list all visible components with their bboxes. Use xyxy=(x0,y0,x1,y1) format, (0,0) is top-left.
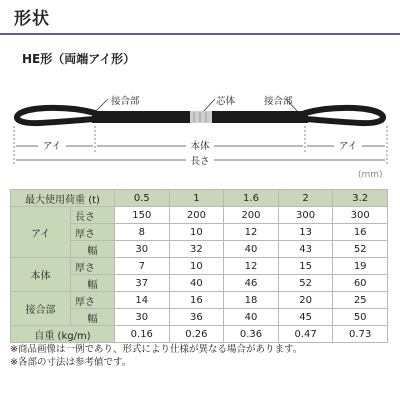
row-label: 厚さ xyxy=(71,224,115,241)
cell: 45 xyxy=(278,309,333,326)
cell: 15 xyxy=(278,258,333,275)
cell: 10 xyxy=(169,258,224,275)
cell: 12 xyxy=(224,224,279,241)
cell: 12 xyxy=(224,258,279,275)
cell: 300 xyxy=(333,207,388,224)
row-label: 長さ xyxy=(71,207,115,224)
cell: 16 xyxy=(169,292,224,309)
cell: 30 xyxy=(115,241,170,258)
group-body: 本体 xyxy=(11,258,71,292)
cell: 32 xyxy=(169,241,224,258)
cell: 16 xyxy=(333,224,388,241)
table-row xyxy=(11,207,388,224)
cell: 300 xyxy=(278,207,333,224)
group-eye: アイ xyxy=(11,207,71,258)
cell: 43 xyxy=(278,241,333,258)
table-row xyxy=(11,258,388,275)
footnote: ※各部の寸法は参考値です。 xyxy=(10,357,132,368)
cell: 52 xyxy=(278,275,333,292)
label-joint-left: 接合部 xyxy=(111,96,140,107)
cell: 200 xyxy=(224,207,279,224)
header-load: 1 xyxy=(169,190,224,207)
cell: 40 xyxy=(224,241,279,258)
leader-core xyxy=(203,99,215,112)
row-label: 厚さ xyxy=(71,258,115,275)
cell: 25 xyxy=(333,292,388,309)
unit-label: (mm) xyxy=(358,170,383,180)
label-eye-right: アイ xyxy=(338,141,358,152)
cell: 0.47 xyxy=(278,326,333,343)
row-label: 幅 xyxy=(71,241,115,258)
label-body: 本体 xyxy=(190,141,210,152)
cell: 37 xyxy=(115,275,170,292)
cell: 200 xyxy=(169,207,224,224)
cell: 150 xyxy=(115,207,170,224)
label-joint-right: 接合部 xyxy=(264,96,293,107)
header-load: 0.5 xyxy=(115,190,170,207)
cell: 8 xyxy=(115,224,170,241)
cell: 0.16 xyxy=(115,326,170,343)
cell: 18 xyxy=(224,292,279,309)
row-label: 幅 xyxy=(71,275,115,292)
row-label: 厚さ xyxy=(71,292,115,309)
cell: 13 xyxy=(278,224,333,241)
leader-joint-left xyxy=(95,99,108,112)
footnotes xyxy=(10,343,302,369)
cell: 19 xyxy=(333,258,388,275)
row-label: 幅 xyxy=(71,309,115,326)
spec-table xyxy=(10,189,388,343)
section-subtitle: HE形（両端アイ形） xyxy=(22,52,136,66)
sling-body-left xyxy=(92,111,190,123)
group-joint: 接合部 xyxy=(11,292,71,326)
label-length: 長さ xyxy=(190,156,210,167)
cell: 7 xyxy=(115,258,170,275)
cell: 36 xyxy=(169,309,224,326)
cell: 52 xyxy=(333,241,388,258)
eye-loop-right xyxy=(305,108,383,123)
footnote: ※商品画像は一例であり、形式により仕様が異なる場合があります。 xyxy=(10,344,303,355)
cell: 14 xyxy=(115,292,170,309)
page-title: 形状 xyxy=(14,9,50,29)
label-eye-left: アイ xyxy=(42,141,62,152)
cell: 0.73 xyxy=(333,326,388,343)
header-load: 1.6 xyxy=(224,190,279,207)
cell: 40 xyxy=(169,275,224,292)
cell: 60 xyxy=(333,275,388,292)
cell: 50 xyxy=(333,309,388,326)
cell: 46 xyxy=(224,275,279,292)
eye-loop-left xyxy=(17,108,95,123)
cell: 0.26 xyxy=(169,326,224,343)
cell: 10 xyxy=(169,224,224,241)
sling-body-right xyxy=(212,111,308,123)
table-row xyxy=(11,292,388,309)
header-load: 2 xyxy=(278,190,333,207)
table-row xyxy=(11,326,388,343)
cell: 40 xyxy=(224,309,279,326)
cell: 20 xyxy=(278,292,333,309)
group-weight: 自重 (kg/m) xyxy=(11,326,115,343)
cell: 30 xyxy=(115,309,170,326)
label-core: 芯体 xyxy=(216,96,236,107)
table-header-row xyxy=(11,190,388,207)
title-divider xyxy=(0,33,400,35)
sling-diagram xyxy=(0,70,400,170)
cell: 0.36 xyxy=(224,326,279,343)
header-load: 3.2 xyxy=(333,190,388,207)
sling-core xyxy=(190,111,212,123)
header-load-label: 最大使用荷重 (t) xyxy=(11,190,115,207)
